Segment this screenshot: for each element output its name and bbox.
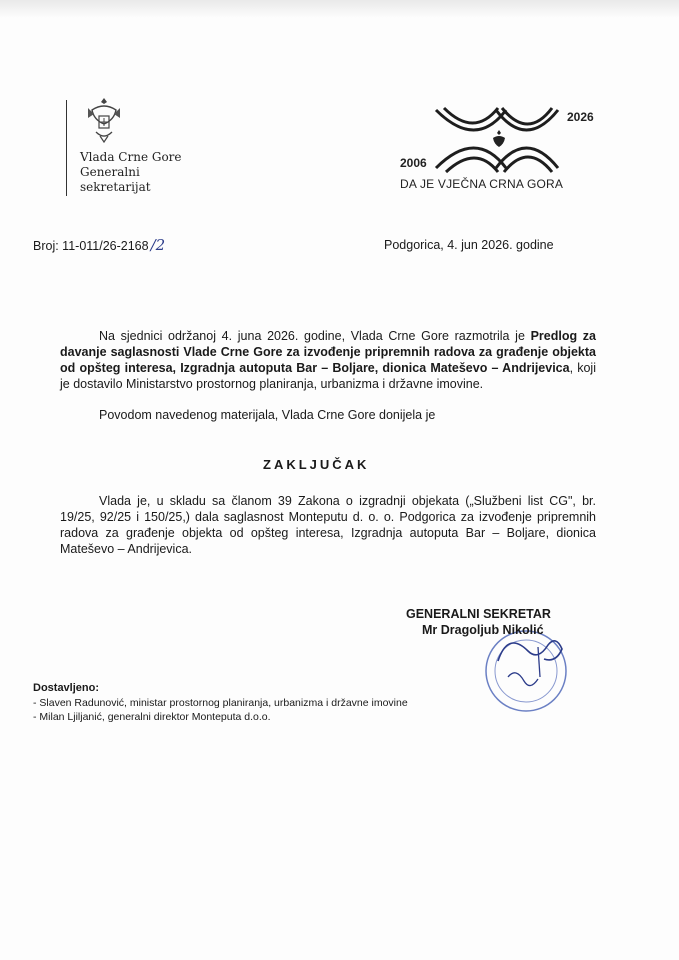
handwritten-suffix: /2	[150, 236, 166, 254]
org-line-2: Generalni	[80, 165, 140, 179]
distribution-item: - Slaven Radunović, ministar prostornog planiranja, urbanizma i državne imovine	[33, 697, 408, 709]
conclusion-heading: ZAKLJUČAK	[263, 457, 370, 472]
paragraph-conclusion: Vlada je, u skladu sa članom 39 Zakona o izgradnji objekata („Službeni list CG", br. 19/25, 92/25 i 150/25,) dala saglasnost Monteputu d. o. o. Podgorica za izvođenje pripremnih radova za građenje objekta od opšteg interesa, Izgradnja autoputa Bar – Boljare, dionica Mateševo – Andrijevica.	[60, 494, 596, 556]
paragraph-intro	[60, 328, 596, 392]
coat-of-arms-icon	[86, 96, 122, 146]
paragraph-decision-intro: Povodom navedenog materijala, Vlada Crne Gore donijela je	[99, 408, 436, 422]
place-date: Podgorica, 4. jun 2026. godine	[384, 238, 554, 252]
broj-text: Broj: 11-011/26-2168	[33, 239, 149, 253]
distribution-label: Dostavljeno:	[33, 682, 100, 694]
p1-bold-title: Predlog za davanje saglasnosti Vlade Crne Gore za izvođenje pripremnih radova za građenje objekta od opšteg interesa, Izgradnja autoputa Bar – Boljare, dionica Mateševo – Andrijevica	[60, 329, 596, 375]
scan-shadow	[0, 0, 679, 18]
org-line-3: sekretarijat	[80, 180, 151, 194]
org-name	[80, 150, 182, 195]
logo-year-start: 2006	[400, 156, 427, 170]
p1-text-b: , koji je dostavilo Ministarstvo prostornog planiranja, urbanizma i državne imovine.	[60, 361, 596, 391]
p1-text-a: Na sjednici održanoj 4. juna 2026. godine, Vlada Crne Gore razmotrila je	[99, 329, 531, 343]
logo-motto: DA JE VJEČNA CRNA GORA	[400, 177, 564, 191]
header-divider	[66, 100, 67, 196]
reference-number	[33, 236, 165, 254]
distribution-item: - Milan Ljiljanić, generalni direktor Monteputa d.o.o.	[33, 711, 271, 723]
signatory-title: GENERALNI SEKRETAR	[406, 607, 551, 621]
logo-year-end: 2026	[567, 110, 594, 124]
org-line-1: Vlada Crne Gore	[80, 150, 182, 164]
signatory-name: Mr Dragoljub Nikolić	[422, 623, 544, 637]
